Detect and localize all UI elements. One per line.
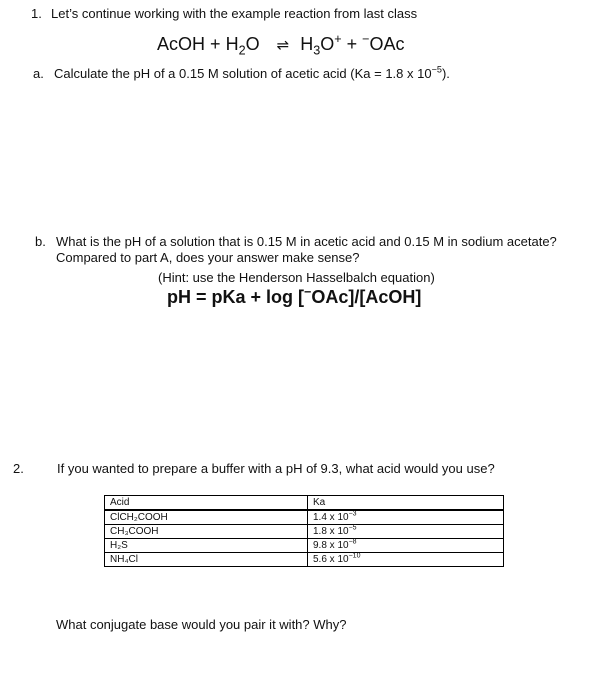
table-row [105, 539, 504, 553]
question-1-text: Let’s continue working with the example reaction from last class [51, 6, 418, 21]
part-b-hint: (Hint: use the Henderson Hasselbalch equation) [158, 270, 435, 285]
acid-cell: NH₄Cl [105, 553, 308, 567]
ka-table [104, 495, 504, 567]
question-2-number: 2. [13, 461, 24, 476]
part-a-text: Calculate the pH of a 0.15 M solution of acetic acid (Ka = 1.8 x $10^{-5}$). [54, 64, 450, 81]
table-row [105, 553, 504, 567]
question-1-number: 1. [31, 6, 42, 21]
part-b-line-1: What is the pH of a solution that is 0.15 M in acetic acid and 0.15 M in sodium acetate? [56, 234, 557, 249]
part-b-line-2: Compared to part A, does your answer make sense? [56, 250, 360, 265]
part-b-label: b. [35, 234, 46, 249]
header-ka: Ka [308, 496, 504, 511]
ka-cell: 1.4 x $10^{-3}$ [308, 510, 504, 525]
acid-cell: H₂S [105, 539, 308, 553]
reactant-water: $H_2O$ [225, 34, 260, 58]
ka-table-header [105, 496, 504, 511]
part-a-label: a. [33, 66, 44, 81]
henderson-hasselbalch-equation: pH = pKa + log [−OAc]/[AcOH] [167, 285, 422, 307]
ka-cell: 1.8 x $10^{-5}$ [308, 525, 504, 539]
product-acetate: −OAc [362, 32, 405, 54]
table-row [105, 510, 504, 525]
reaction-equation [157, 32, 405, 58]
plus-sign: + [346, 34, 358, 54]
table-row [105, 525, 504, 539]
acid-cell: ClCH₂COOH [105, 510, 308, 525]
question-3-text: What conjugate base would you pair it with? Why? [56, 617, 347, 632]
acid-cell: CH₃COOH [105, 525, 308, 539]
plus-sign: + [210, 34, 221, 54]
reactant-acetic-acid: AcOH [157, 34, 206, 54]
question-2-text: If you wanted to prepare a buffer with a pH of 9.3, what acid would you use? [57, 461, 495, 476]
part-a [33, 66, 450, 81]
header-acid: Acid [105, 496, 308, 511]
equilibrium-arrow-icon: ⇌ [276, 37, 290, 54]
ka-cell: 5.6 x $10^{-10}$ [308, 553, 504, 567]
part-b [35, 233, 557, 250]
ka-cell: 9.8 x $10^{-8}$ [308, 539, 504, 553]
product-hydronium: $H_3O^+$ [300, 32, 342, 58]
